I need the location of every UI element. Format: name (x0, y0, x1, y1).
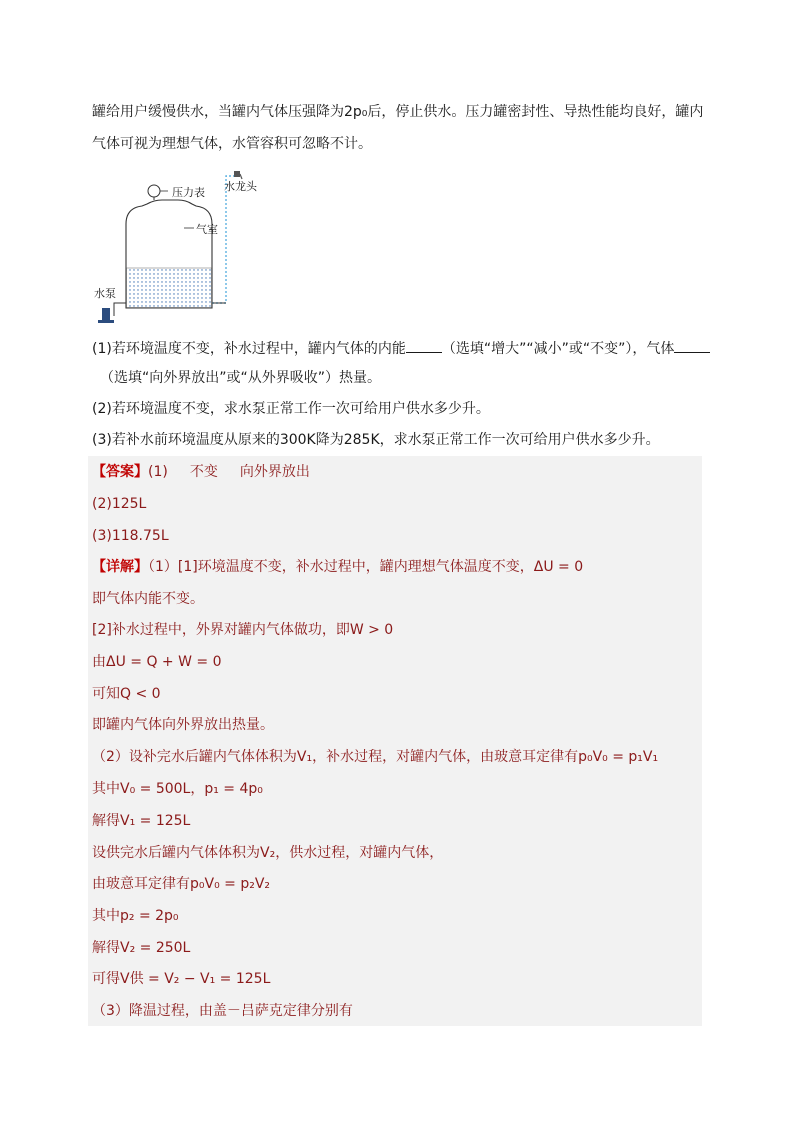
explanation-line-12: 其中p₂ = 2p₀ (92, 908, 179, 924)
explanation-line-10: 设供完水后罐内气体体积为V₂，供水过程，对罐内气体， (92, 845, 444, 861)
answer-1-value-1: 不变 (189, 464, 218, 480)
tap-icon (234, 171, 240, 177)
explanation-line-14: 可得V供 = V₂ − V₁ = 125L (92, 971, 271, 987)
answer-label: 【答案】 (92, 464, 148, 480)
pump-label: 水泵 (94, 287, 116, 300)
question-1-cont: （选填“向外界放出”或“从外界吸收”）热量。 (100, 370, 382, 386)
explanation-line-9: 解得V₁ = 125L (92, 813, 191, 829)
answer-line-2: (2)125L (92, 496, 147, 512)
question-1-text-a: (1)若环境温度不变，补水过程中，罐内气体的内能 (92, 341, 406, 357)
explanation-text-1: （1）[1]环境温度不变，补水过程中，罐内理想气体温度不变，ΔU = 0 (148, 559, 584, 575)
explanation-line-1 (92, 557, 583, 577)
answer-blank-1[interactable] (406, 338, 442, 353)
explanation-line-7: （2）设补完水后罐内气体体积为V₁，补水过程，对罐内气体，由玻意耳定律有p₀V₀ = p₁V₁ (92, 749, 659, 765)
water-region (127, 268, 212, 308)
pump-icon (102, 308, 110, 320)
intro-line-2: 气体可视为理想气体，水管容积可忽略不计。 (92, 136, 372, 152)
answer-line-3: (3)118.75L (92, 528, 169, 544)
inlet-pipe (114, 303, 126, 316)
answer-blank-2[interactable] (674, 338, 710, 353)
explanation-line-4: 由ΔU = Q + W = 0 (92, 654, 222, 670)
question-1-text-b: （选填“增大”“减小”或“不变”），气体 (441, 341, 675, 357)
answer-1-number: (1) (148, 464, 168, 480)
gauge-icon (148, 185, 160, 197)
explanation-line-3: [2]补水过程中，外界对罐内气体做功，即W > 0 (92, 622, 394, 638)
answer-1-value-2: 向外界放出 (239, 464, 310, 480)
outlet-pipe (212, 176, 236, 303)
explanation-line-15: （3）降温过程，由盖－吕萨克定律分别有 (92, 1003, 353, 1019)
intro-line-1: 罐给用户缓慢供水，当罐内气体压强降为2p₀后，停止供水。压力罐密封性、导热性能均良好，罐内 (92, 104, 704, 120)
air-chamber-label: 气室 (196, 223, 218, 236)
question-2: (2)若环境温度不变，求水泵正常工作一次可给用户供水多少升。 (92, 401, 490, 417)
explanation-line-5: 可知Q < 0 (92, 686, 161, 702)
tap-label: 水龙头 (224, 180, 257, 193)
explanation-line-6: 即罐内气体向外界放出热量。 (92, 717, 274, 733)
explanation-line-2: 即气体内能不变。 (92, 591, 204, 607)
answer-line-1 (92, 462, 310, 482)
gauge-label: 压力表 (172, 186, 205, 199)
explanation-line-11: 由玻意耳定律有p₀V₀ = p₂V₂ (92, 876, 271, 892)
question-1 (92, 338, 710, 359)
explanation-line-8: 其中V₀ = 500L，p₁ = 4p₀ (92, 781, 263, 797)
explanation-label: 【详解】 (92, 559, 148, 575)
question-3: (3)若补水前环境温度从原来的300K降为285K，求水泵正常工作一次可给用户供水多少升。 (92, 432, 660, 448)
pressure-tank-diagram (92, 168, 272, 328)
explanation-line-13: 解得V₂ = 250L (92, 940, 191, 956)
